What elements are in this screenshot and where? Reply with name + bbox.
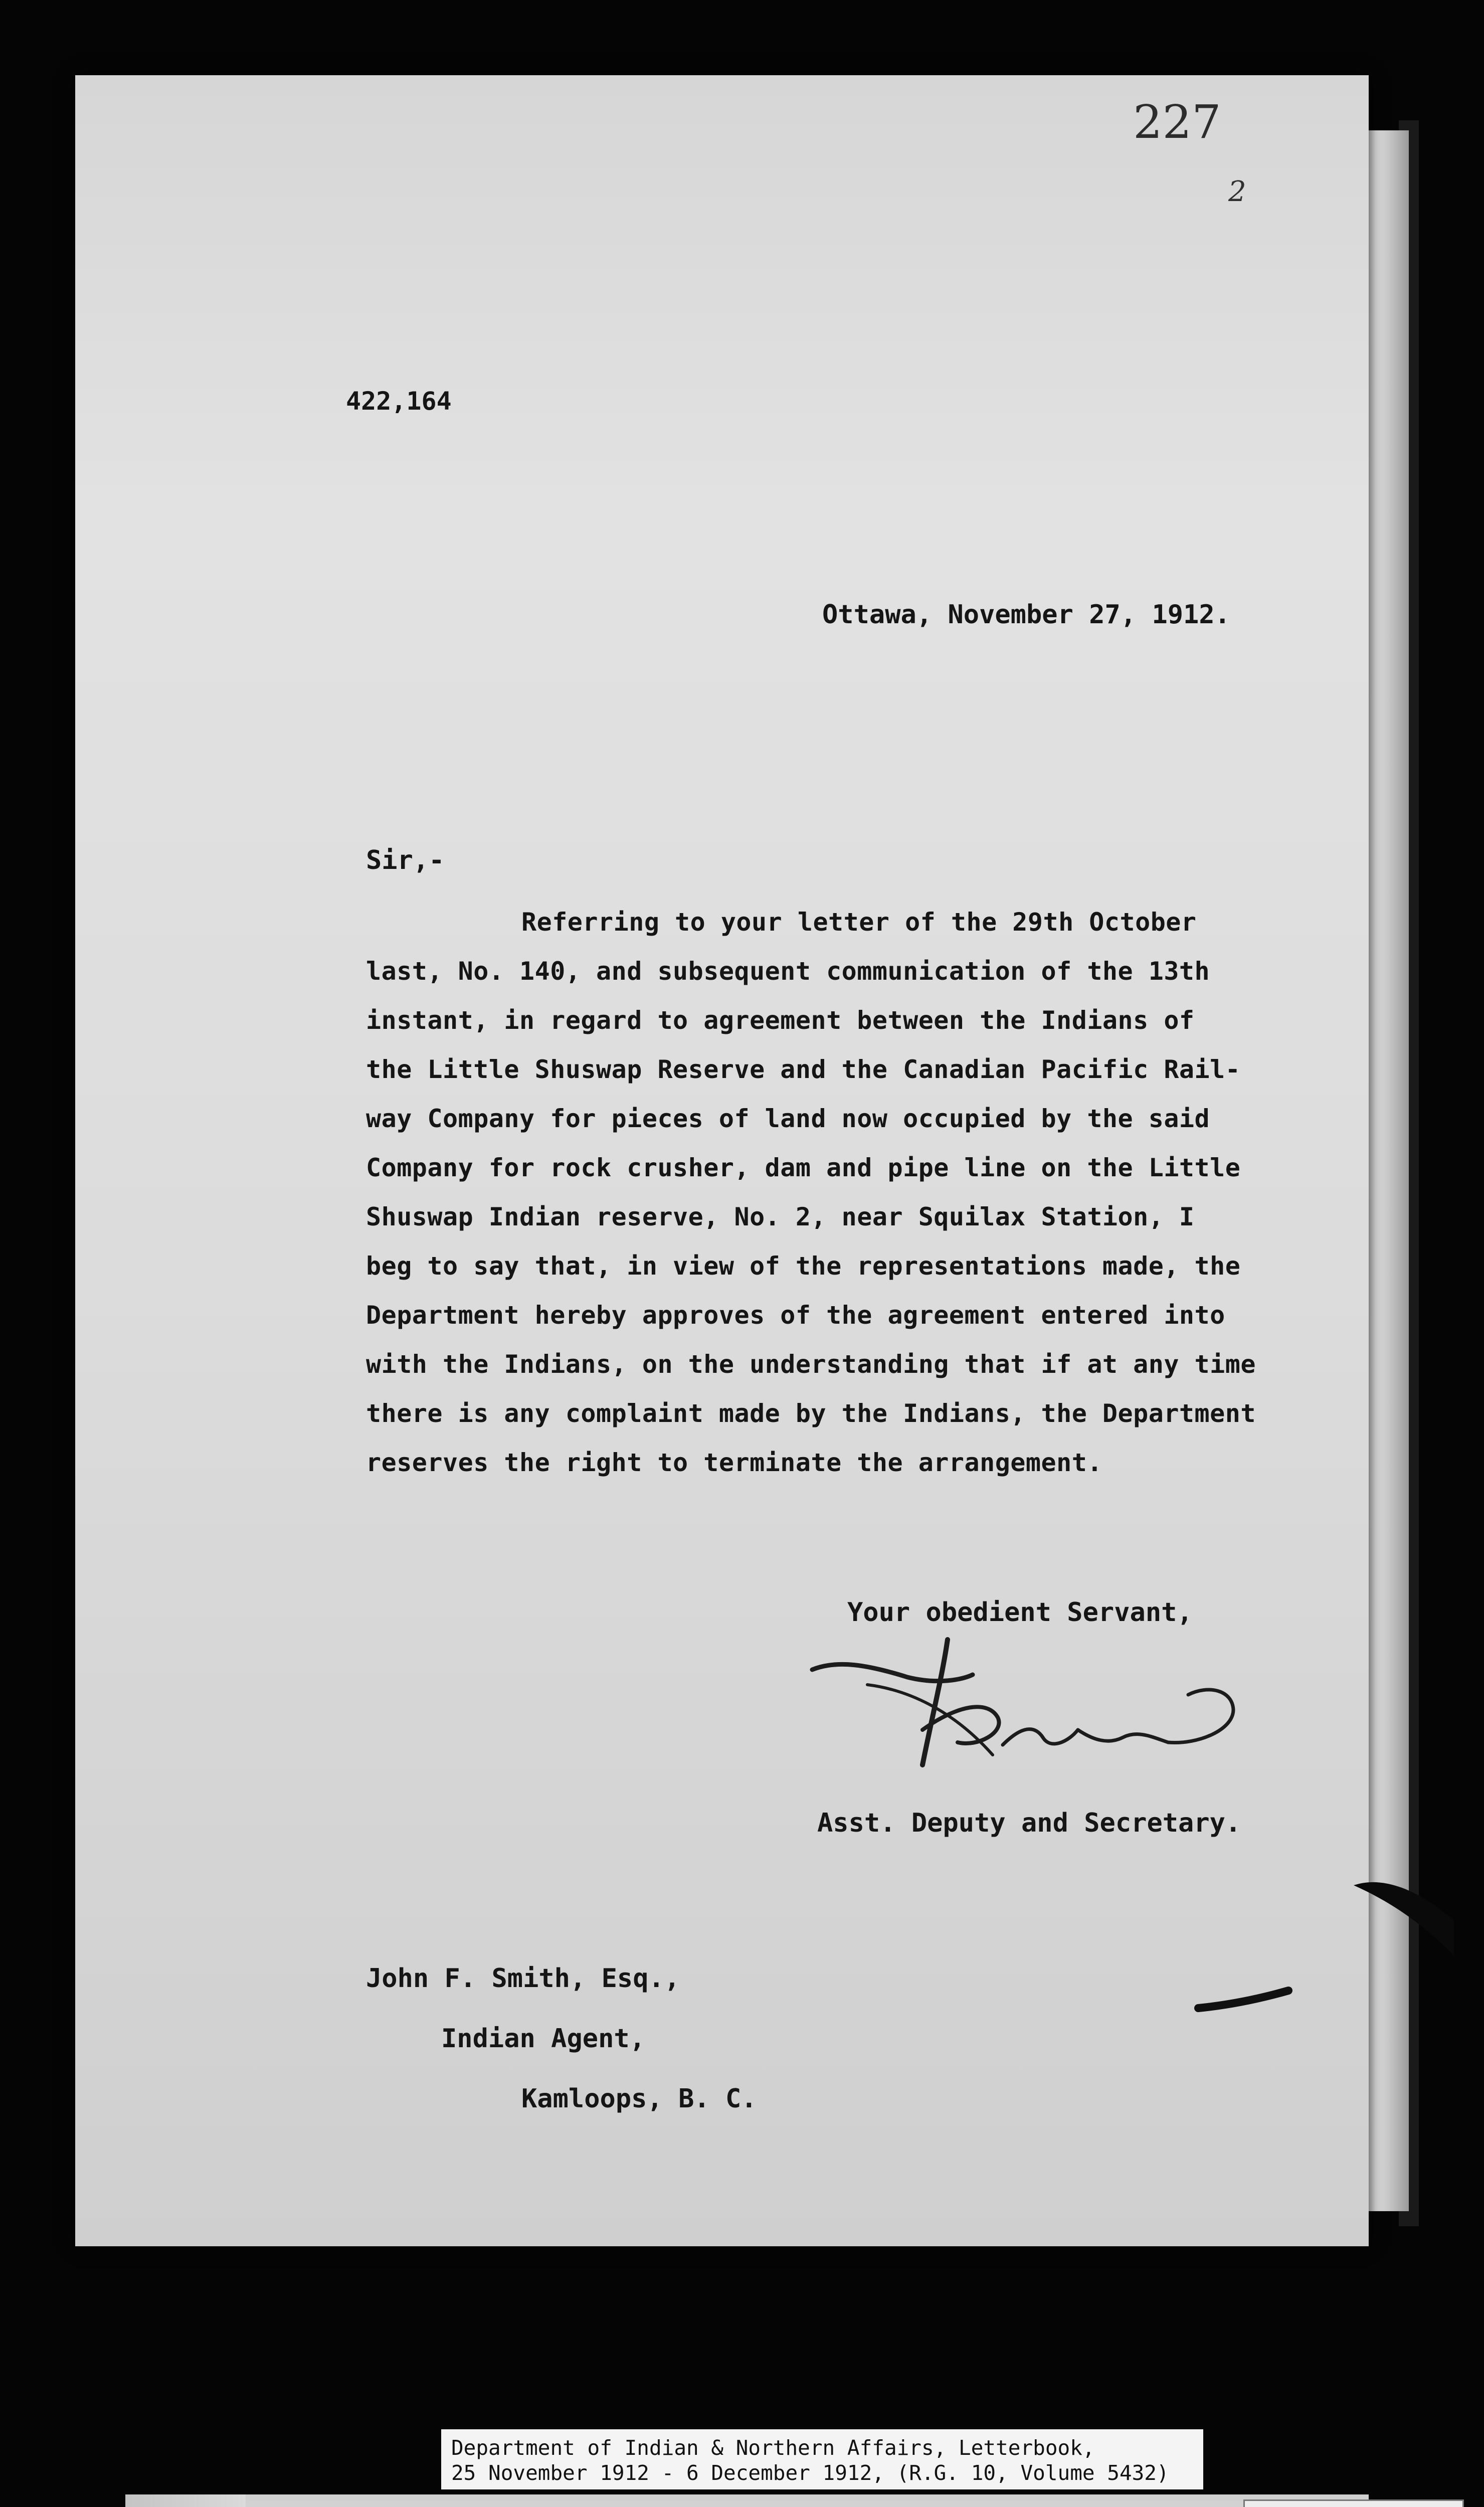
body-line: Company for rock crusher, dam and pipe line on the Little — [366, 1153, 1241, 1182]
handwritten-signature — [807, 1630, 1248, 1790]
citation-line: Department of Indian & Northern Affairs, Letterbook, — [451, 2436, 1095, 2460]
pen-stroke-mark — [1193, 1986, 1293, 2016]
addressee-title: Indian Agent, — [441, 2024, 645, 2054]
banner-edge — [125, 2494, 246, 2507]
body-line: there is any complaint made by the Indians, the Department — [366, 1399, 1256, 1428]
file-number: 422,164 — [346, 387, 452, 416]
citation-label — [441, 2429, 1203, 2489]
body-line: last, No. 140, and subsequent communication of the 13th — [366, 957, 1210, 986]
citation-line: 25 November 1912 - 6 December 1912, (R.G. 10, Volume 5432) — [451, 2461, 1169, 2485]
signatory-title: Asst. Deputy and Secretary. — [817, 1808, 1241, 1838]
body-line: Department hereby approves of the agreement entered into — [366, 1301, 1225, 1330]
closing: Your obedient Servant, — [847, 1597, 1193, 1628]
body-line: beg to say that, in view of the representations made, the — [366, 1251, 1241, 1281]
body-line: the Little Shuswap Reserve and the Canadian Pacific Rail- — [366, 1055, 1241, 1084]
addressee-name: John F. Smith, Esq., — [366, 1963, 680, 1994]
salutation: Sir,- — [366, 845, 445, 875]
binding-clip-shadow — [1354, 1875, 1454, 1955]
addressee-place: Kamloops, B. C. — [521, 2084, 757, 2114]
page-number: 227 — [1133, 95, 1221, 149]
body-line: way Company for pieces of land now occupied by the said — [366, 1104, 1210, 1133]
body-line: Referring to your letter of the 29th October — [521, 908, 1197, 937]
body-line: instant, in regard to agreement between the Indians of — [366, 1006, 1195, 1035]
letter-body — [366, 898, 1293, 1487]
handwritten-note — [1243, 2499, 1464, 2507]
body-line: reserves the right to terminate the arrangement. — [366, 1448, 1102, 1477]
body-line: Shuswap Indian reserve, No. 2, near Squilax Station, I — [366, 1202, 1195, 1231]
corner-pencil-mark: 2 — [1228, 175, 1246, 208]
archive-banner — [125, 2494, 1369, 2507]
place-date: Ottawa, November 27, 1912. — [822, 600, 1230, 630]
body-line: with the Indians, on the understanding that if at any time — [366, 1350, 1256, 1379]
